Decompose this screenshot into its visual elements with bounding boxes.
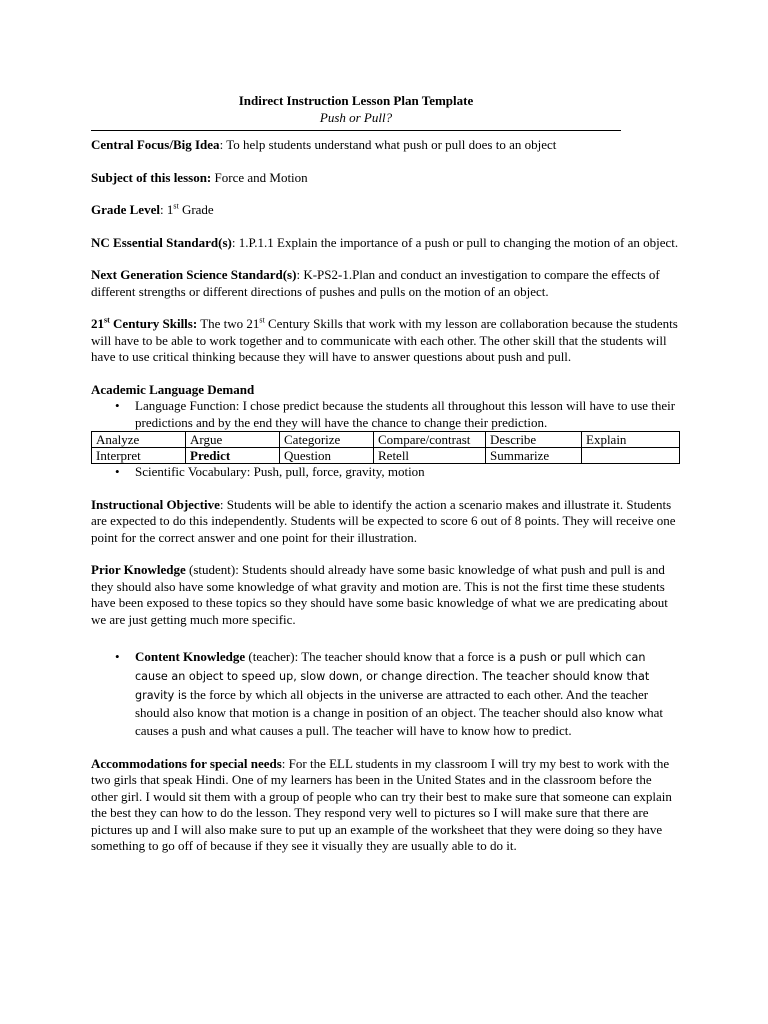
ngss-section bbox=[91, 267, 681, 300]
skills-label bbox=[91, 316, 197, 331]
grade-text-before: : 1 bbox=[159, 202, 174, 217]
title-divider bbox=[91, 130, 621, 131]
skills-text-a: The two 21 bbox=[197, 316, 260, 331]
prior-knowledge-text: (student): Students should already have some basic knowledge of what push and pull is and they should also have some knowledge of what gravity and motion are. This is not the first time these students have been exposed to these topics so they should have some basic knowledge of what we are predicating about we are just getting much more specific. bbox=[91, 562, 668, 627]
ngss-label: Next Generation Science Standard(s) bbox=[91, 267, 297, 282]
skills-text-sup: st bbox=[259, 315, 265, 325]
table-cell: Analyze bbox=[92, 432, 186, 448]
table-cell bbox=[582, 448, 680, 464]
content-knowledge-text-a: (teacher): The teacher should know that a force is bbox=[245, 649, 510, 664]
table-cell-predict: Predict bbox=[186, 448, 280, 464]
document-title: Indirect Instruction Lesson Plan Template bbox=[238, 93, 474, 108]
bullet-glyph: • bbox=[115, 464, 120, 479]
content-knowledge-definition: a push or pull which can cause an object to speed up, slow down, or change direction. The teacher should know that gravity is bbox=[135, 651, 650, 702]
vocabulary-table bbox=[91, 431, 680, 464]
language-function-text: Language Function: I chose predict because the students all throughout this lesson will have to use their predictions and by the end they will have the chance to change their prediction. bbox=[135, 398, 676, 430]
objective-text: : Students will be able to identify the action a scenario makes and illustrate it. Students are expected to do this independently. Students will be expected to score 6 out of 8 points. They will receive one point for the correct answer and one point for their illustration. bbox=[91, 496, 676, 545]
skills-label-sup: st bbox=[104, 315, 110, 325]
table-row bbox=[92, 432, 680, 448]
content-knowledge-text bbox=[135, 648, 681, 740]
content-knowledge-label: Content Knowledge bbox=[135, 649, 246, 664]
central-focus-text: : To help students understand what push or pull does to an object bbox=[219, 137, 557, 152]
nc-standard-label: NC Essential Standard(s) bbox=[91, 234, 232, 250]
skills-text-b: Century Skills that work with my lesson are collaboration because the students will have to be able to work together and to communicate with each other. The other skill that the students will have to use critical thinking because they will have to answer questions about push and pull. bbox=[91, 316, 678, 364]
grade-label: Grade Level bbox=[91, 202, 160, 217]
language-function-item bbox=[91, 398, 681, 431]
central-focus-label: Central Focus/Big Idea bbox=[91, 137, 220, 152]
accommodations-text: : For the ELL students in my classroom I will try my best to work with the two girls that speak Hindi. One of my learners has been in the United States and in the classroom before the other girl. I would sit them with a group of people who can try their best to make sure that someone can explain the best they can how to do the lesson. They respond very well to pictures so I will make sure that there are pictures up and I will also make sure to put up an example of the worksheet that they were doing so they have something to go off of because if they see it visually they are usually able to do it. bbox=[91, 755, 672, 854]
content-knowledge-item bbox=[91, 648, 681, 740]
prior-knowledge-section bbox=[91, 562, 681, 628]
skills-label-rest: Century Skills: bbox=[109, 316, 198, 331]
subject-label: Subject of this lesson: bbox=[91, 169, 212, 185]
table-cell: Compare/contrast bbox=[374, 432, 486, 448]
table-row bbox=[92, 448, 680, 464]
grade-text-after: Grade bbox=[178, 202, 214, 217]
accommodations-section bbox=[91, 756, 681, 855]
vocabulary-item bbox=[91, 464, 681, 481]
central-focus-section bbox=[91, 137, 681, 154]
grade-section bbox=[91, 202, 681, 219]
table-cell: Retell bbox=[374, 448, 486, 464]
vocabulary-text: Scientific Vocabulary: Push, pull, force, gravity, motion bbox=[135, 464, 425, 479]
bullet-glyph: • bbox=[115, 398, 120, 413]
document-subtitle: Push or Pull? bbox=[319, 109, 393, 125]
ngss-text: : K-PS2-1.Plan and conduct an investigation to compare the effects of different strengths or different directions of pushes and pulls on the motion of an object. bbox=[91, 267, 660, 299]
table-cell: Describe bbox=[486, 432, 582, 448]
grade-sup: st bbox=[173, 201, 179, 211]
skills-section bbox=[91, 316, 681, 366]
table-cell: Question bbox=[280, 448, 374, 464]
academic-language-heading: Academic Language Demand bbox=[91, 381, 255, 397]
table-cell: Explain bbox=[582, 432, 680, 448]
nc-standard-text: : 1.P.1.1 Explain the importance of a push or pull to changing the motion of an object. bbox=[231, 234, 679, 250]
nc-standard-section bbox=[91, 235, 681, 252]
subject-text: Force and Motion bbox=[211, 169, 308, 185]
prior-knowledge-label: Prior Knowledge bbox=[91, 562, 186, 577]
objective-section bbox=[91, 497, 681, 547]
table-cell: Interpret bbox=[92, 448, 186, 464]
accommodations-label: Accommodations for special needs bbox=[91, 755, 282, 771]
table-cell: Summarize bbox=[486, 448, 582, 464]
content-knowledge-text-b: the force by which all objects in the universe are attracted to each other. And the teacher should also know that motion is a change in position of an object. The teacher should also know what causes a push and what causes a pull. The teacher will have to know how to predict. bbox=[135, 686, 663, 739]
table-cell: Argue bbox=[186, 432, 280, 448]
academic-language-section bbox=[91, 382, 681, 481]
bullet-glyph: • bbox=[115, 649, 120, 664]
subject-section bbox=[91, 170, 681, 187]
table-cell: Categorize bbox=[280, 432, 374, 448]
objective-label: Instructional Objective bbox=[91, 496, 220, 512]
lesson-plan-body bbox=[91, 93, 681, 871]
skills-label-num: 21 bbox=[91, 316, 104, 331]
